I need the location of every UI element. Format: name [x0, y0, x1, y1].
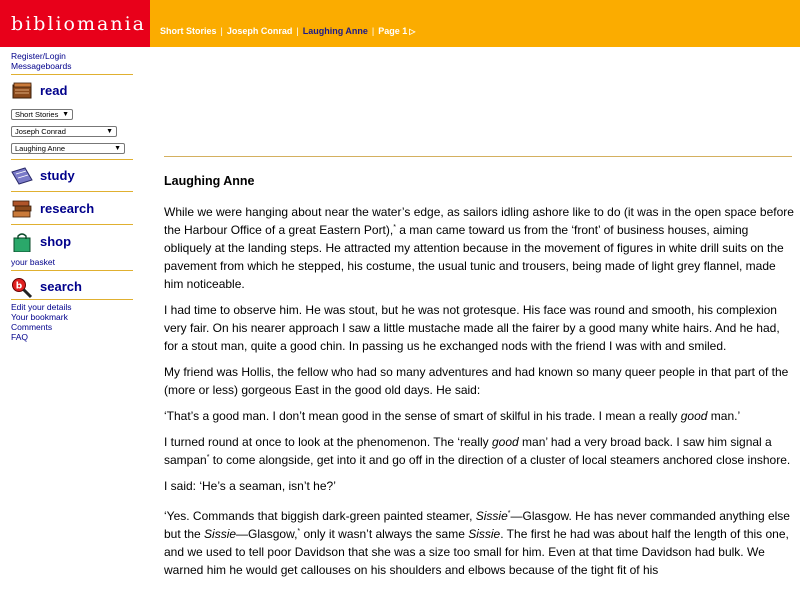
search-magnifier-icon	[11, 277, 33, 299]
register-login-link[interactable]: Register/Login	[11, 51, 66, 61]
shop-link[interactable]: shop	[40, 234, 72, 249]
divider	[11, 224, 133, 225]
emphasis: good	[680, 409, 708, 423]
book-icon	[11, 81, 33, 101]
study-book-icon	[11, 166, 33, 186]
research-link[interactable]: research	[40, 201, 95, 216]
logo-text: bibliomania	[11, 13, 146, 35]
search-link[interactable]: search	[40, 279, 82, 294]
text: . The first he had was about half the length of this one, and we used to tell poor Davidson that she was a size too small for him. Even at that time Davidson had bulk. We warned him he would get callouses on his shoulders and elbows because of the tight fit of his	[164, 527, 789, 577]
author-select[interactable]	[11, 126, 117, 137]
breadcrumb-separator: |	[371, 26, 375, 36]
divider	[11, 74, 133, 75]
footnote-link[interactable]: *	[507, 510, 511, 517]
content-divider	[164, 156, 792, 157]
text: —Glasgow,	[236, 527, 298, 541]
dropdown-arrow-icon: ▼	[106, 128, 113, 135]
paragraph	[164, 433, 794, 469]
study-section[interactable]	[11, 166, 133, 188]
svg-text:b: b	[15, 281, 23, 292]
paragraph	[164, 203, 794, 293]
your-basket-link[interactable]: your basket	[11, 257, 55, 267]
breadcrumb-laughing-anne[interactable]: Laughing Anne	[302, 26, 368, 36]
comments-link[interactable]: Comments	[11, 322, 53, 332]
divider	[11, 299, 133, 300]
text: ‘That’s a good man. I don’t mean good in the sense of smart of skilful in his trade. I mean a really	[164, 409, 681, 423]
category-select-value: Short Stories	[15, 110, 59, 119]
divider	[11, 159, 133, 160]
emphasis: good	[492, 435, 519, 449]
search-section[interactable]	[11, 277, 133, 299]
breadcrumb-joseph-conrad[interactable]: Joseph Conrad	[226, 26, 293, 36]
text: to come alongside, get into it and go off in the direction of a cluster of local steamers anchored close inshore.	[209, 453, 791, 467]
category-select[interactable]	[11, 109, 73, 120]
books-stack-icon	[11, 199, 33, 219]
article-title: Laughing Anne	[164, 174, 255, 188]
faq-link[interactable]: FAQ	[11, 332, 29, 342]
footnote-link[interactable]: *	[393, 224, 396, 231]
text: I turned round at once to look at the phenomenon. The ‘really	[164, 435, 492, 449]
breadcrumb	[160, 26, 415, 36]
sidebar	[0, 47, 140, 600]
text: —Glasgow. He has never commanded anything else but the	[164, 509, 790, 541]
text: only it wasn’t always the same	[300, 527, 469, 541]
divider	[11, 191, 133, 192]
text: a man came toward us from the ‘front’ of business houses, aiming obliquely at the landing steps. He attracted my attention because in the movement of figures in white drill suits on the pavement from which he stepped, his costume, the usual tunic and trousers, being made of light grey flannel, made him noticeable.	[164, 223, 784, 291]
author-select-value: Joseph Conrad	[15, 127, 66, 136]
read-link[interactable]: read	[40, 83, 68, 98]
title-select[interactable]	[11, 143, 125, 154]
emphasis: Sissie	[204, 527, 237, 541]
breadcrumb-page: Page 1	[378, 26, 408, 36]
divider	[11, 270, 133, 271]
footnote-link[interactable]: *	[297, 528, 301, 535]
read-section[interactable]	[11, 81, 133, 103]
text: man’ had a very broad back. I saw him signal a sampan	[164, 435, 772, 467]
paragraph	[164, 407, 794, 425]
bibliomania-logo[interactable]	[0, 0, 150, 47]
edit-details-link[interactable]: Edit your details	[11, 302, 72, 312]
text: man.’	[707, 409, 741, 423]
paragraph: I said: ‘He’s a seaman, isn’t he?’	[164, 479, 336, 493]
dropdown-arrow-icon: ▼	[62, 111, 69, 118]
shopping-bag-icon	[11, 232, 33, 252]
paragraph: I had time to observe him. He was stout, but he was not grotesque. His face was round and smooth, his complexion very fair. On his nearer approach I saw a little mustache made all the fairer by a good many white hairs. And he had, for a stout man, quite a good chin. In passing us he exchanged nods with the friend I was with and smiled.	[164, 303, 780, 353]
breadcrumb-separator: |	[296, 26, 299, 36]
shop-section[interactable]	[11, 232, 133, 254]
text: While we were hanging about near the water’s edge, as sailors idling ashore like to do (it was in the open space before the Harbour Office of a great Eastern Port),	[164, 205, 794, 237]
article	[164, 172, 794, 587]
paragraph: My friend was Hollis, the fellow who had so many adventures and had known so many queer people in that part of the (more or less) gorgeous East in the good old days. He said:	[164, 365, 789, 397]
breadcrumb-separator: |	[220, 26, 223, 36]
title-select-value: Laughing Anne	[15, 144, 66, 153]
emphasis: Sissie	[468, 527, 501, 541]
emphasis: Sissie	[475, 509, 508, 523]
dropdown-arrow-icon: ▼	[114, 145, 121, 152]
paragraph	[164, 507, 794, 579]
research-section[interactable]	[11, 199, 133, 221]
footnote-link[interactable]: *	[206, 454, 210, 461]
your-bookmark-link[interactable]: Your bookmark	[11, 312, 68, 322]
next-page-arrow-icon[interactable]: ▷	[409, 27, 416, 36]
study-link[interactable]: study	[40, 168, 75, 183]
top-bar	[0, 0, 800, 47]
text: ‘Yes. Commands that biggish dark-green painted steamer,	[164, 509, 476, 523]
messageboards-link[interactable]: Messageboards	[11, 61, 72, 71]
breadcrumb-short-stories[interactable]: Short Stories	[160, 26, 217, 36]
